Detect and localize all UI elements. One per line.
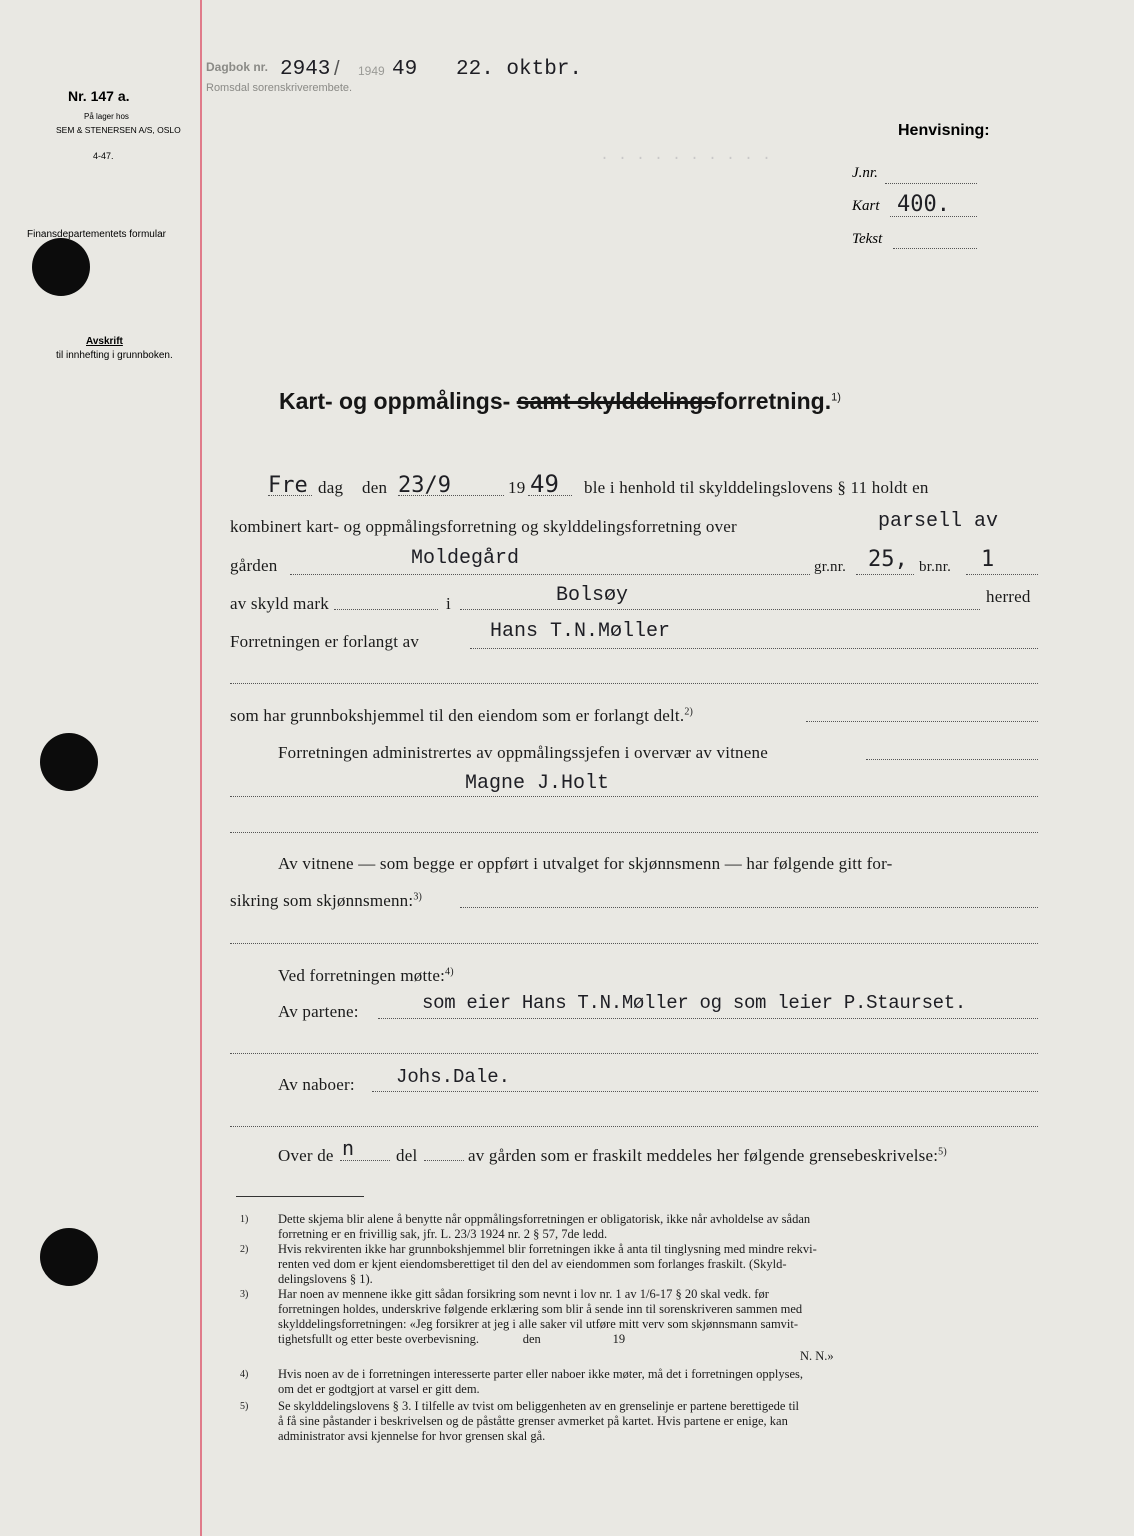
- footnote-1-line-1: Dette skjema blir alene å benytte når oppmålingsforretningen er obligatorisk, ikke når avholdelse av sådan: [278, 1212, 811, 1226]
- garden-value: Moldegård: [411, 547, 520, 570]
- vitner-line-2: [230, 943, 1038, 944]
- day-line: [268, 495, 312, 496]
- year-prefix: 19: [508, 478, 526, 497]
- naboer-line-2: [230, 1126, 1038, 1127]
- date-value: 23/9: [398, 473, 451, 498]
- witness-value: Magne J.Holt: [465, 772, 610, 795]
- footnote-4-mark: 4): [240, 1369, 249, 1380]
- witness-line-2: [230, 832, 1038, 833]
- punch-hole-bottom: [40, 1228, 98, 1286]
- copy-subtitle: til innhefting i grunnboken.: [56, 350, 173, 361]
- footnote-4-line-2: om det er godtgjort at varsel er gitt dem.: [278, 1382, 480, 1396]
- kart-value: 400.: [897, 192, 950, 217]
- brnr-label: br.nr.: [919, 559, 952, 575]
- form-number: Nr. 147 a.: [68, 88, 130, 104]
- title-part-2: forretning.: [716, 388, 832, 414]
- line2-text: kombinert kart- og oppmålingsforretning og skylddelingsforretning over: [230, 517, 737, 536]
- footnote-2: [240, 1242, 1060, 1287]
- reference-heading: Henvisning:: [898, 122, 990, 139]
- journal-year: 49: [392, 58, 418, 81]
- herred-line: [460, 609, 980, 610]
- grnr-line: [856, 574, 914, 575]
- kart-label: Kart: [852, 198, 880, 214]
- forlangt-line: [470, 648, 1038, 649]
- footnote-1-mark: 1): [240, 1214, 249, 1225]
- forlangt-label: Forretningen er forlangt av: [230, 632, 420, 651]
- footnote-3-line-3: skylddelingsforretningen: «Jeg forsikrer at jeg i alle saker vil utføre mitt verv som skjønnsmann samvit-: [278, 1317, 799, 1331]
- vitner-text-2: [230, 891, 422, 911]
- grunnbok-note: 2): [684, 706, 694, 718]
- naboer-line: [372, 1091, 1038, 1092]
- footnote-3-line-2: forretningen holdes, underskrive følgende erklæring som blir å sende inn til sorenskriveren sammen med: [278, 1302, 803, 1316]
- footnote-3-line-4: tighetsfullt og etter beste overbevisning. den 19: [278, 1332, 626, 1346]
- vitner-line: [460, 907, 1038, 908]
- bleed-through-text: · · · · · · · · · ·: [600, 150, 772, 167]
- footnote-2-line-1: Hvis rekvirenten ikke har grunnbokshjemmel blir forretningen ikke å anta til tinglysning med mindre rekvi-: [278, 1242, 817, 1256]
- brnr-value: 1: [981, 547, 995, 572]
- herred-value: Bolsøy: [556, 584, 629, 607]
- margin-rule: [200, 0, 202, 1536]
- copy-title: Avskrift: [86, 336, 123, 347]
- footnote-5-line-1: Se skylddelingslovens § 3. I tilfelle av tvist om beliggenheten av en grenselinje er partene berettigede til: [278, 1399, 800, 1413]
- footnote-rule: [236, 1196, 364, 1197]
- footnote-4: [240, 1367, 1060, 1399]
- stamp-year: 1949: [358, 64, 385, 78]
- footnotes: [240, 1212, 1060, 1444]
- del-line: [424, 1160, 464, 1161]
- title-struck: samt skylddelings: [516, 388, 717, 414]
- jnr-label: J.nr.: [852, 165, 878, 181]
- over-value: n: [342, 1136, 355, 1160]
- partene-label: Av partene:: [278, 1002, 359, 1021]
- herred-label: herred: [986, 587, 1031, 606]
- i-label: i: [446, 594, 451, 613]
- grunnbok-text: [230, 706, 693, 726]
- footnote-3-nn: N. N.»: [800, 1349, 834, 1363]
- journal-number: 2943: [280, 58, 331, 81]
- grunnbok-line: [806, 721, 1038, 722]
- footnote-2-line-2: renten ved dom er kjent eiendomsberettiget til den del av eiendommen som forlanges fraskilt. (Skyld-: [278, 1257, 787, 1271]
- vitner-note: 3): [413, 891, 423, 903]
- day-value: Fre: [268, 473, 308, 498]
- grnr-value: 25,: [868, 547, 908, 572]
- del-label: del: [396, 1146, 418, 1165]
- title-part-1: Kart- og oppmålings-: [279, 388, 511, 414]
- print-code: 4-47.: [93, 151, 114, 161]
- naboer-label: Av naboer:: [278, 1075, 355, 1094]
- footnote-1: [240, 1212, 1060, 1242]
- grunnbok-text-body: som har grunnbokshjemmel til den eiendom som er forlangt delt.: [230, 706, 685, 725]
- footnote-5: [240, 1399, 1060, 1444]
- den-label: den: [362, 478, 388, 497]
- skyld-label: av skyld mark: [230, 594, 329, 613]
- footnote-4-line-1: Hvis noen av de i forretningen interesserte parter eller naboer ikke møter, må det i forretningen opplyses,: [278, 1367, 804, 1381]
- witness-line: [230, 796, 1038, 797]
- footnote-5-line-3: administrator avsi kjennelse for hvor grensen skal gå.: [278, 1429, 546, 1443]
- footnote-5-line-2: å få sine påstander i beskrivelsen og de påståtte grenser avmerket på kartet. Hvis partene er enige, kan: [278, 1414, 788, 1428]
- footnote-2-line-3: delingslovens § 1).: [278, 1272, 373, 1286]
- footnote-5-mark: 5): [240, 1401, 249, 1412]
- journal-date: 22. oktbr.: [456, 58, 583, 81]
- skyld-line: [334, 609, 438, 610]
- over-line: [340, 1160, 390, 1161]
- footnote-3-signature: [240, 1347, 1060, 1367]
- forlangt-line-2: [230, 683, 1038, 684]
- brnr-line: [966, 574, 1038, 575]
- year-value: 49: [530, 470, 559, 498]
- garden-label: gården: [230, 556, 278, 575]
- tekst-line: [893, 248, 977, 249]
- jnr-line: [885, 183, 977, 184]
- over-text-body: av gården som er fraskilt meddeles her følgende grensebeskrivelse:: [468, 1146, 939, 1165]
- partene-line-2: [230, 1053, 1038, 1054]
- ministry-label: Finansdepartementets formular: [27, 229, 166, 240]
- forlangt-value: Hans T.N.Møller: [490, 620, 671, 643]
- garden-line: [290, 574, 810, 575]
- naboer-value: Johs.Dale.: [396, 1066, 511, 1088]
- admin-text: Forretningen administrertes av oppmålingssjefen i overvær av vitnene: [278, 743, 768, 762]
- document-title: [279, 388, 841, 415]
- court-stamp: Romsdal sorenskriverembete.: [206, 82, 353, 94]
- kart-line: [890, 216, 977, 217]
- punch-hole-middle: [40, 733, 98, 791]
- year-line: [528, 495, 572, 496]
- title-note: 1): [831, 391, 841, 404]
- tekst-label: Tekst: [852, 231, 883, 247]
- motte-note: 4): [445, 966, 454, 978]
- grnr-label: gr.nr.: [814, 559, 847, 575]
- stamp-separator: /: [334, 58, 340, 80]
- vitner-text-2-body: sikring som skjønnsmenn:: [230, 891, 414, 910]
- footnote-3-mark: 3): [240, 1289, 249, 1300]
- partene-value: som eier Hans T.N.Møller og som leier P.Staurset.: [422, 992, 966, 1014]
- punch-hole-top: [32, 238, 90, 296]
- partene-line: [378, 1018, 1038, 1019]
- footnote-3-line-1: Har noen av mennene ikke gitt sådan forsikring som nevnt i lov nr. 1 av 1/6-17 § 20 skal vedk. før: [278, 1287, 769, 1301]
- over-label: Over de: [278, 1146, 334, 1165]
- over-note: 5): [938, 1146, 947, 1158]
- footnote-1-line-2: forretning er en frivillig sak, jfr. L. 23/3 1924 nr. 2 § 57, 7de ledd.: [278, 1227, 608, 1241]
- vitner-text-1: Av vitnene — som begge er oppført i utvalget for skjønnsmenn — har følgende gitt for-: [278, 854, 893, 873]
- date-line: [398, 495, 504, 496]
- supplier-line-2: SEM & STENERSEN A/S, OSLO: [56, 125, 181, 135]
- footnote-2-mark: 2): [240, 1244, 249, 1255]
- intro-text: ble i henhold til skylddelingslovens § 11 holdt en: [584, 478, 929, 497]
- day-label: dag: [318, 478, 344, 497]
- journal-stamp-label: Dagbok nr.: [206, 60, 269, 74]
- over-text: [468, 1146, 947, 1166]
- supplier-line-1: På lager hos: [84, 112, 129, 121]
- motte-text: [278, 966, 454, 986]
- line2-value: parsell av: [878, 510, 999, 533]
- footnote-3: [240, 1287, 1060, 1347]
- admin-line: [866, 759, 1038, 760]
- motte-text-body: Ved forretningen møtte:: [278, 966, 445, 985]
